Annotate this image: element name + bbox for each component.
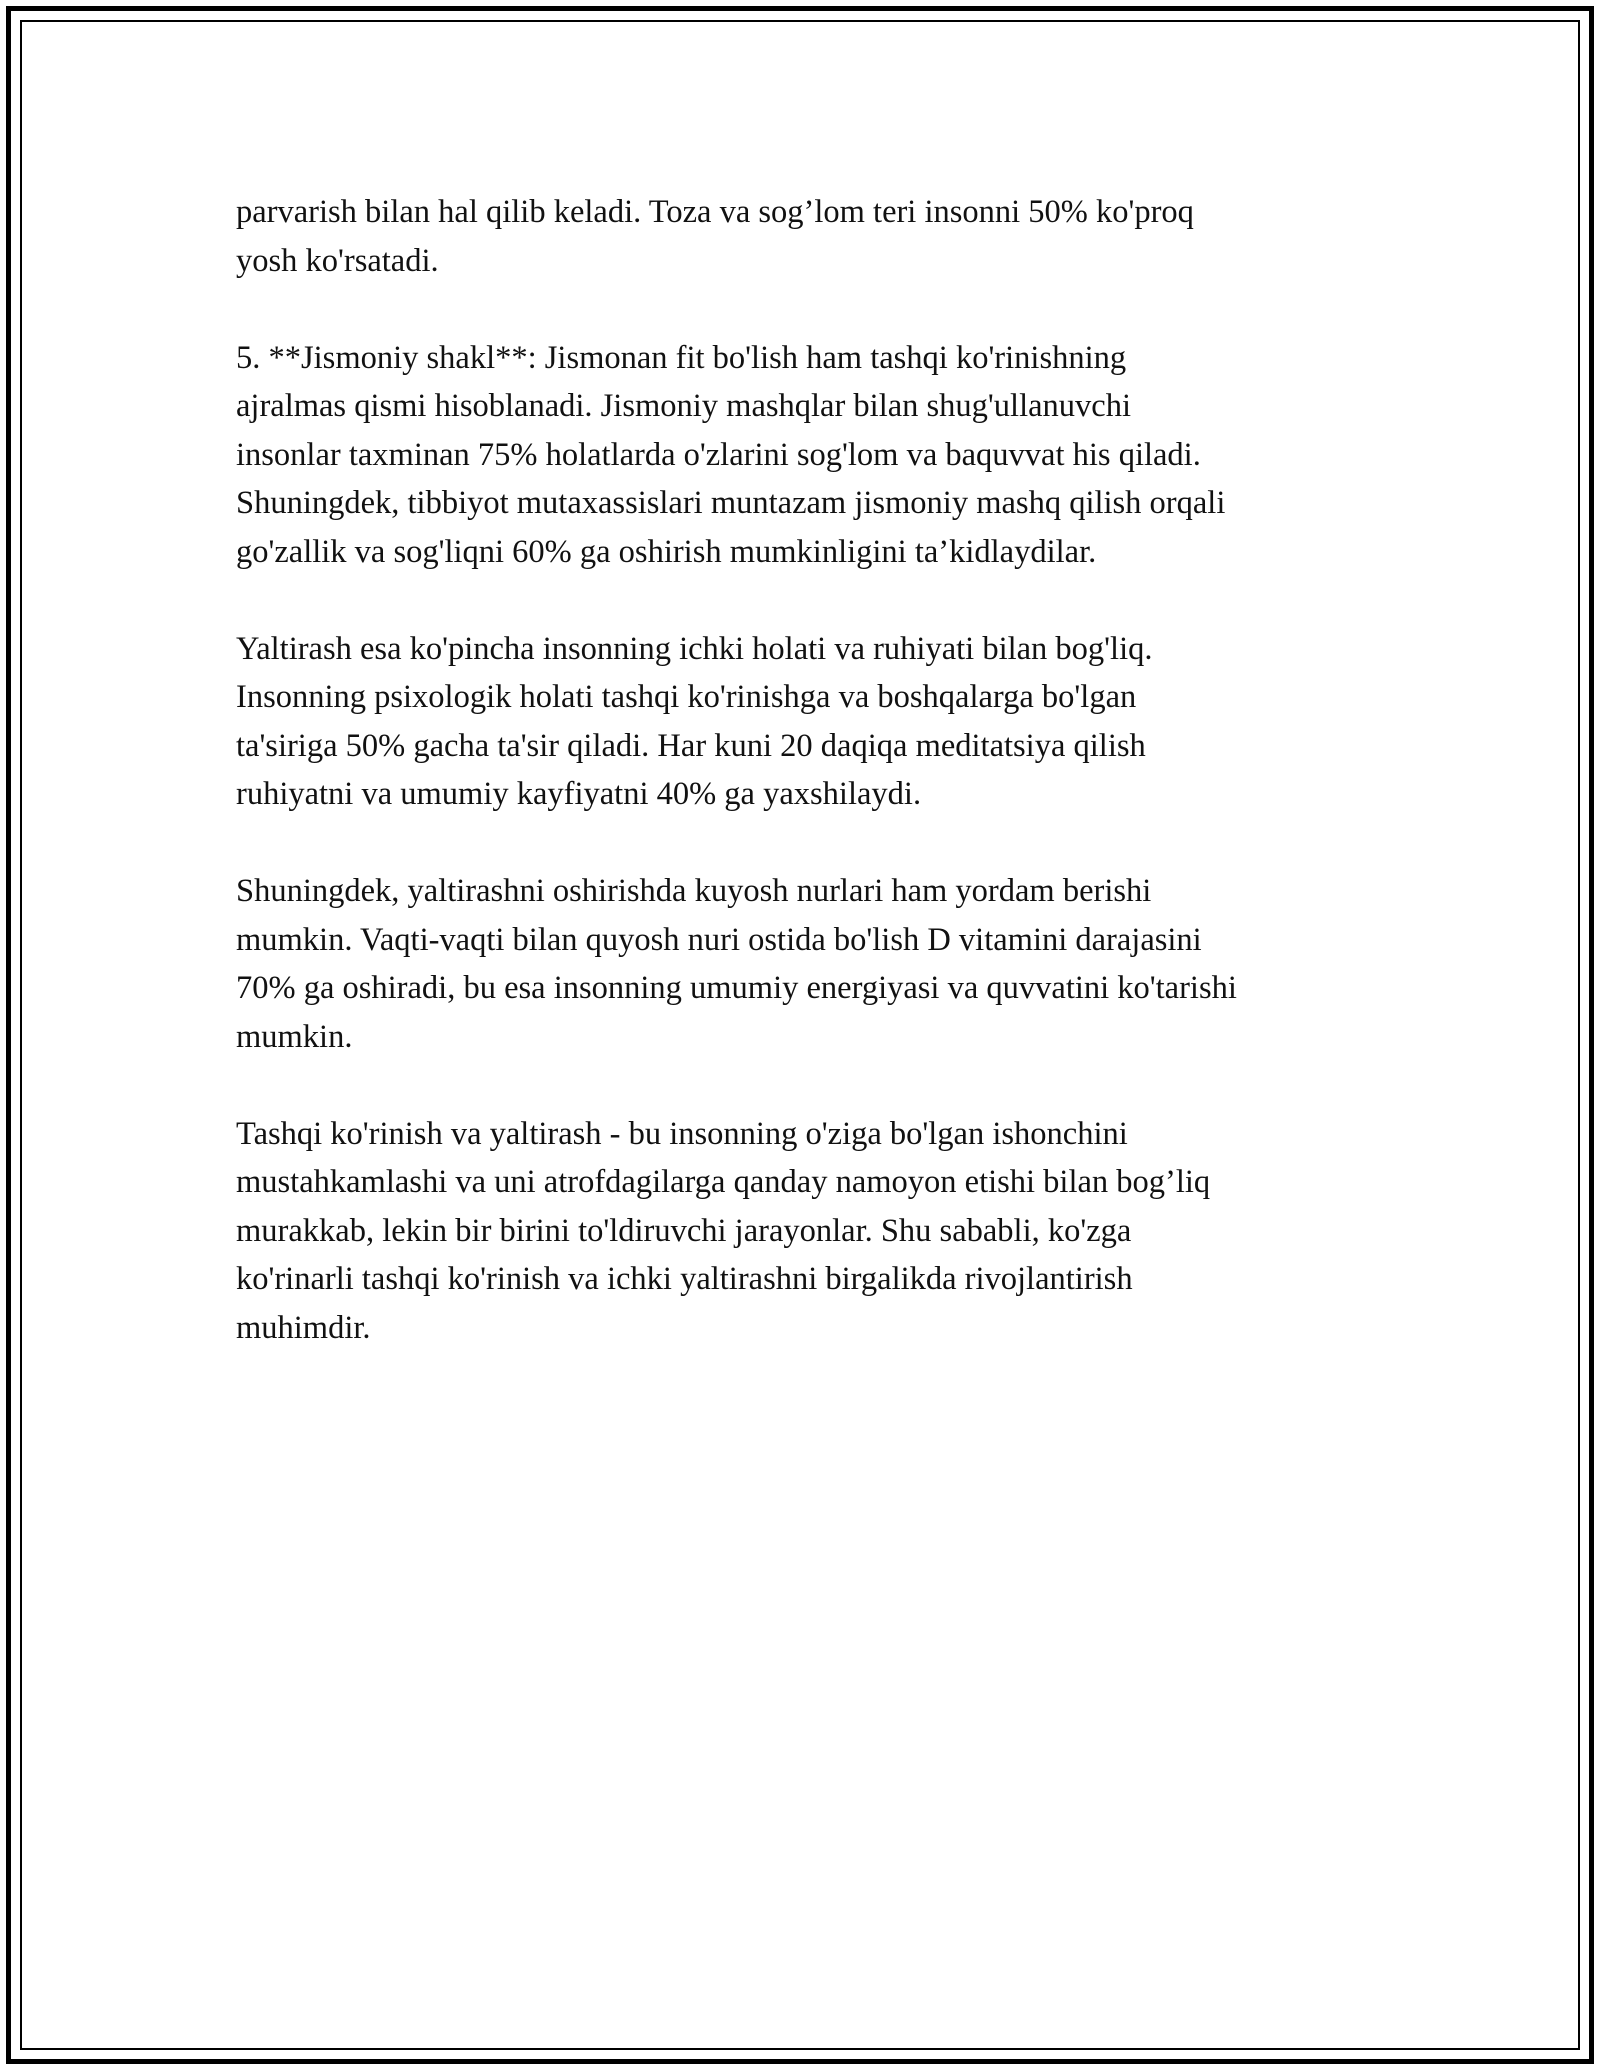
paragraph-inner-glow [236, 625, 1376, 819]
text-line: Shuningdek, yaltirashni oshirishda kuyosh nurlari ham yordam berishi [236, 873, 1152, 909]
text-line: go'zallik va sog'liqni 60% ga oshirish mumkinligini ta’kidlaydilar. [236, 533, 1097, 570]
text-line: mustahkamlashi va uni atrofdagilarga qanday namoyon etishi bilan bog’liq [236, 1164, 1211, 1200]
text-line: mumkin. Vaqti-vaqti bilan quyosh nuri ostida bo'lish D vitamini darajasini [236, 921, 1202, 958]
paragraph-conclusion [236, 1110, 1376, 1353]
text-line: ruhiyatni va umumiy kayfiyatni 40% ga yaxshilaydi. [236, 776, 922, 812]
text-line: muhimdir. [236, 1309, 371, 1346]
text-line: insonlar taxminan 75% holatlarda o'zlarini sog'lom va baquvvat his qiladi. [236, 436, 1201, 473]
text-line: 70% ga oshiradi, bu esa insonning umumiy energiyasi va quvvatini ko'tarishi [236, 970, 1237, 1006]
document-body [236, 188, 1376, 1401]
text-line: Tashqi ko'rinish va yaltirash - bu insonning o'ziga bo'lgan ishonchini [236, 1115, 1128, 1152]
text-line: ta'siriga 50% gacha ta'sir qiladi. Har kuni 20 daqiqa meditatsiya qilish [236, 727, 1146, 764]
text-line: parvarish bilan hal qilib keladi. Toza va sog’lom teri insonni 50% ko'proq [236, 194, 1194, 230]
text-line: mumkin. [236, 1018, 353, 1055]
text-line: 5. **Jismoniy shakl**: Jismonan fit bo'lish ham tashqi ko'rinishning [236, 339, 1127, 376]
text-line: ajralmas qismi hisoblanadi. Jismoniy mashqlar bilan shug'ullanuvchi [236, 388, 1131, 424]
text-line: yosh ko'rsatadi. [236, 242, 439, 279]
text-line: Shuningdek, tibbiyot mutaxassislari muntazam jismoniy mashq qilish orqali [236, 485, 1226, 521]
text-line: murakkab, lekin bir birini to'ldiruvchi jarayonlar. Shu sababli, ko'zga [236, 1212, 1132, 1249]
text-line: ko'rinarli tashqi ko'rinish va ichki yaltirashni birgalikda rivojlantirish [236, 1261, 1133, 1297]
text-line: Yaltirash esa ko'pincha insonning ichki holati va ruhiyati bilan bog'liq. [236, 630, 1153, 667]
paragraph-sunlight [236, 867, 1376, 1061]
text-line: Insonning psixologik holati tashqi ko'rinishga va boshqalarga bo'lgan [236, 679, 1137, 715]
paragraph-skin-care [236, 188, 1376, 285]
paragraph-physical-shape [236, 334, 1376, 577]
